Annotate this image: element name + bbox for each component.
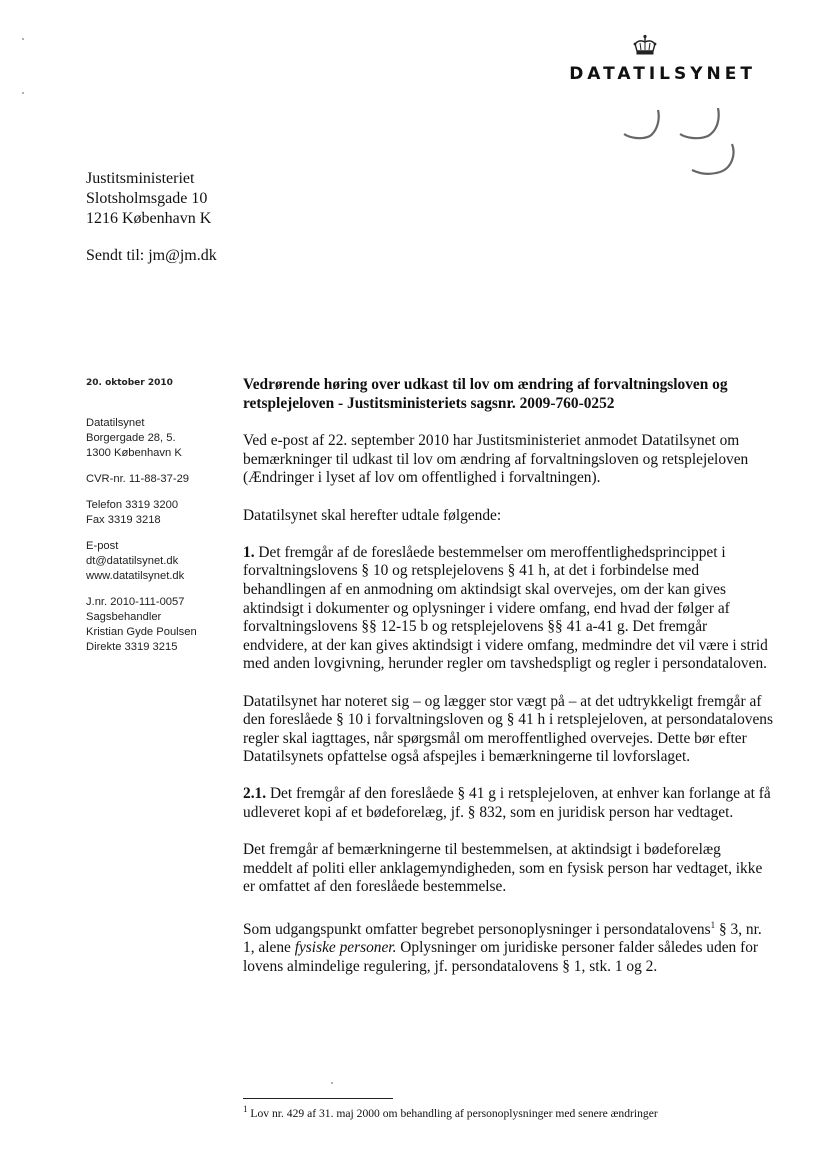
letterhead-logo xyxy=(530,34,760,84)
subject-heading: Vedrørende høring over udkast til lov om ændring af forvaltningsloven og retsplejeloven - Justitsministeriets sagsnr. 2009-760-0252 xyxy=(243,376,728,412)
email-label: E-post xyxy=(86,540,119,552)
paragraph-text: Som udgangspunkt omfatter begrebet personoplysninger i persondatalovens xyxy=(243,920,711,938)
direct-phone: Direkte 3319 3215 xyxy=(86,641,178,653)
scan-speck xyxy=(22,92,24,94)
paragraph-text: Oplysninger om juridiske personer falder således uden for lovens almindelige regulering, jf. persondatalovens § 1, stk. 1 og 2. xyxy=(243,939,759,975)
paragraph: Datatilsynet skal herefter udtale følgende: xyxy=(243,506,502,524)
email-address: dt@datatilsynet.dk xyxy=(86,555,179,567)
contact-phone xyxy=(86,498,236,528)
footnote xyxy=(243,1104,658,1120)
paragraph-text: § 3, nr. 1, alene xyxy=(243,920,762,957)
paragraph xyxy=(243,916,773,977)
recipient-line: Justitsministeriet xyxy=(86,170,195,187)
crown-icon xyxy=(631,34,659,58)
phone-number: Telefon 3319 3200 xyxy=(86,499,179,511)
sent-to: Sendt til: jm@jm.dk xyxy=(86,247,217,264)
letter-date: 20. oktober 2010 xyxy=(86,378,173,388)
paragraph: Det fremgår af bemærkningerne til bestemmelsen, at aktindsigt i bødeforelæg meddelt af politi eller anklagemyndigheden, som en fysisk person har vedtaget, ikke er omfattet af den foreslåede bestemmelse. xyxy=(243,841,763,896)
paragraph xyxy=(243,785,773,822)
section-number: 2.1. xyxy=(243,785,267,803)
paragraph xyxy=(243,544,773,674)
wordmark: DATATILSYNET xyxy=(569,64,756,84)
recipient-line: Slotsholmsgade 10 xyxy=(86,190,208,207)
handwritten-marks xyxy=(620,108,740,188)
contact-online xyxy=(86,539,236,584)
sender-line: 1300 København K xyxy=(86,447,182,459)
sender-address xyxy=(86,416,236,461)
case-info xyxy=(86,595,236,655)
journal-number: J.nr. 2010-111-0057 xyxy=(86,596,185,608)
paragraph-text: Det fremgår af den foreslåede § 41 g i retsplejeloven, at enhver kan forlange at få udleveret kopi af et bødeforelæg, jf. § 832, som en juridisk person har vedtaget. xyxy=(243,785,771,822)
paragraph: Ved e-post af 22. september 2010 har Justitsministeriet anmodet Datatilsynet om bemærkninger til udkast til lov om ændring af forvaltningsloven og retsplejeloven (Ændringer i lyset af lov om offentlighed i forvaltningen). xyxy=(243,432,749,487)
paragraph: Datatilsynet har noteret sig – og lægger stor vægt på – at det udtrykkeligt fremgår af den foreslåede § 10 i forvaltningsloven og § 41 h i retsplejeloven, at persondatalovens regler skal iagttages, når spørgsmål om meroffentlighed overvejes. Dette bør efter Datatilsynets opfattelse også afspejles i bemærkningerne til lovforslaget. xyxy=(243,692,773,766)
recipient-address xyxy=(86,169,211,229)
sender-line: Datatilsynet xyxy=(86,417,145,429)
handler-label: Sagsbehandler xyxy=(86,611,162,623)
website: www.datatilsynet.dk xyxy=(86,570,185,582)
sender-sidebar xyxy=(86,376,236,655)
sender-line: Borgergade 28, 5. xyxy=(86,432,176,444)
handler-name: Kristian Gyde Poulsen xyxy=(86,626,197,638)
section-number: 1. xyxy=(243,543,255,561)
footnote-rule xyxy=(243,1098,393,1099)
scan-speck xyxy=(22,38,24,40)
footnote-text: Lov nr. 429 af 31. maj 2000 om behandling af personoplysninger med senere ændringer xyxy=(247,1106,658,1120)
letter-body xyxy=(243,376,773,995)
cvr-number: CVR-nr. 11-88-37-29 xyxy=(86,473,190,485)
emphasis-text: fysiske personer. xyxy=(294,939,397,957)
footnote-number: 1 xyxy=(243,1104,248,1114)
fax-number: Fax 3319 3218 xyxy=(86,514,161,526)
paragraph-text: Det fremgår af de foreslåede bestemmelser om meroffentlighedsprincippet i forvaltningslovens § 10 og retsplejelovens § 41 h, at det i forbindelse med behandlingen af en anmodning om aktindsigt skal overvejes, om der kan gives aktindsigt i dokumenter og oplysninger i videre omfang, end hvad der følger af forvaltningslovens §§ 12-15 b og retsplejelovens §§ 41 a-41 g. Det fremgår endvidere, at der kan gives aktindsigt i videre omfang, medmindre det vil være i strid med anden lovgivning, herunder regler om tavshedspligt og regler i persondataloven. xyxy=(243,543,768,673)
scan-speck xyxy=(331,1082,333,1084)
footnote-ref: 1 xyxy=(710,919,716,930)
recipient-line: 1216 København K xyxy=(86,210,212,227)
